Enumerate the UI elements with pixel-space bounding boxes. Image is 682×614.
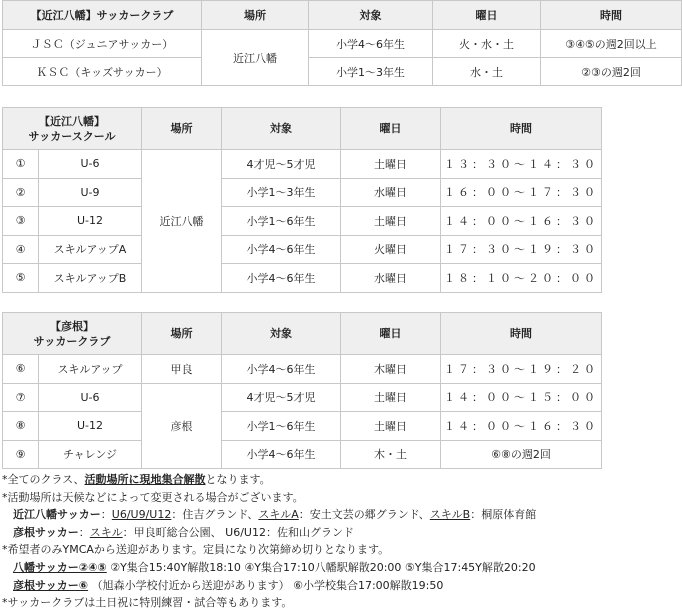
header-target: 対象 bbox=[309, 1, 433, 30]
class-time: １６：００〜１７：３０ bbox=[441, 178, 602, 207]
note-line bbox=[2, 524, 602, 542]
table-row bbox=[3, 440, 602, 469]
class-name: U-6 bbox=[39, 150, 142, 179]
note-line bbox=[2, 577, 602, 595]
class-time: １８：１０〜２０：００ bbox=[441, 264, 602, 293]
note-line bbox=[2, 506, 602, 524]
header-target: 対象 bbox=[222, 108, 341, 150]
notes bbox=[2, 471, 602, 612]
class-target: 4才児〜5才児 bbox=[222, 383, 341, 412]
note-line bbox=[2, 471, 602, 489]
class-name: U-6 bbox=[39, 383, 142, 412]
class-time: １４：００〜１６：３０ bbox=[441, 207, 602, 236]
row-number: ① bbox=[3, 150, 39, 179]
note-text: ：桐原体育館 bbox=[470, 508, 537, 522]
note-text: ②Y集合15:40Y解散18:10 ④Y集合17:10八幡駅解散20:00 ⑤Y集合17:45Y解散20:20 bbox=[106, 560, 536, 574]
club-time: ③④⑤の週2回以上 bbox=[541, 30, 682, 58]
header-school-line2: サッカースクール bbox=[28, 129, 116, 143]
class-day: 水曜日 bbox=[341, 264, 441, 293]
class-day: 火曜日 bbox=[341, 235, 441, 264]
header-day: 曜日 bbox=[341, 313, 441, 355]
note-underline: スキルA bbox=[258, 508, 299, 522]
hikone-table-header bbox=[3, 313, 602, 355]
header-hikone-line2: サッカークラブ bbox=[33, 334, 111, 348]
header-day: 曜日 bbox=[433, 1, 541, 30]
row-number: ② bbox=[3, 178, 39, 207]
header-place: 場所 bbox=[202, 1, 309, 30]
table-row bbox=[3, 264, 602, 293]
row-number: ⑤ bbox=[3, 264, 39, 293]
hikone-table bbox=[2, 312, 602, 469]
table-row bbox=[3, 207, 602, 236]
note-line: *希望者のみYMCAから送迎があります。定員になり次第締め切りとなります。 bbox=[2, 543, 390, 557]
class-day: 木・土 bbox=[341, 440, 441, 469]
class-day: 木曜日 bbox=[341, 355, 441, 384]
header-place: 場所 bbox=[142, 313, 222, 355]
note-text: *全てのクラス、 bbox=[2, 473, 85, 486]
club-day: 水・土 bbox=[433, 58, 541, 86]
note-label: 八幡サッカー②④⑤ bbox=[13, 560, 107, 574]
club-target: 小学1〜3年生 bbox=[309, 58, 433, 86]
note-emphasis: 活動場所に現地集合解散 bbox=[84, 473, 206, 486]
row-number: ③ bbox=[3, 207, 39, 236]
header-day: 曜日 bbox=[341, 108, 441, 150]
class-target: 小学4〜6年生 bbox=[222, 440, 341, 469]
class-time: １７：３０〜１９：２０ bbox=[441, 355, 602, 384]
row-number: ⑨ bbox=[3, 440, 39, 469]
note-label: 近江八幡サッカー bbox=[13, 508, 101, 522]
row-number: ⑥ bbox=[3, 355, 39, 384]
note-text: ： bbox=[100, 508, 112, 522]
class-day: 土曜日 bbox=[341, 150, 441, 179]
table-row bbox=[3, 383, 602, 412]
header-hikone-line1: 【彦根】 bbox=[50, 319, 94, 333]
note-text: ：住吉グランド、 bbox=[171, 508, 259, 522]
note-line: *活動場所は天候などによって変更される場合がございます。 bbox=[2, 490, 304, 504]
class-name: U-12 bbox=[39, 207, 142, 236]
class-target: 小学1〜6年生 bbox=[222, 207, 341, 236]
class-target: 小学1〜3年生 bbox=[222, 178, 341, 207]
note-line: *サッカークラブは土日祝に特別練習・試合等もあります。 bbox=[2, 596, 293, 610]
note-underline: スキル bbox=[89, 525, 123, 539]
note-text: ： bbox=[78, 525, 90, 539]
class-target: 小学4〜6年生 bbox=[222, 355, 341, 384]
note-text: ：安土文芸の郷グランド、 bbox=[298, 508, 430, 522]
header-place: 場所 bbox=[142, 108, 222, 150]
school-place: 近江八幡 bbox=[142, 150, 222, 293]
header-target: 対象 bbox=[222, 313, 341, 355]
class-target: 4才児〜5才児 bbox=[222, 150, 341, 179]
note-text: （旭森小学校付近から送迎があります） ⑥小学校集合17:00解散19:50 bbox=[88, 578, 444, 592]
class-place: 甲良 bbox=[142, 355, 222, 384]
note-underline: U6/U9/U12 bbox=[111, 508, 172, 522]
note-label: 彦根サッカー bbox=[13, 525, 79, 539]
club-time: ②③の週2回 bbox=[541, 58, 682, 86]
table-row bbox=[3, 178, 602, 207]
class-name: スキルアップ bbox=[39, 355, 142, 384]
club-table-header bbox=[3, 1, 682, 30]
class-day: 土曜日 bbox=[341, 207, 441, 236]
class-name: U-12 bbox=[39, 412, 142, 441]
class-name: チャレンジ bbox=[39, 440, 142, 469]
note-text: ：甲良町総合公園、 U6/U12：佐和山グランド bbox=[122, 525, 354, 539]
header-school-line1: 【近江八幡】 bbox=[39, 114, 105, 128]
club-target: 小学4〜6年生 bbox=[309, 30, 433, 58]
table-row bbox=[3, 150, 602, 179]
header-time: 時間 bbox=[441, 313, 602, 355]
table-row bbox=[3, 58, 682, 86]
note-text: となります。 bbox=[205, 473, 271, 486]
row-number: ⑦ bbox=[3, 383, 39, 412]
table-row bbox=[3, 412, 602, 441]
club-place: 近江八幡 bbox=[202, 30, 309, 86]
class-time: １３：３０〜１４：３０ bbox=[441, 150, 602, 179]
hikone-place: 彦根 bbox=[142, 383, 222, 469]
note-line bbox=[2, 559, 602, 577]
row-number: ④ bbox=[3, 235, 39, 264]
header-club: 【近江八幡】サッカークラブ bbox=[3, 1, 202, 30]
class-target: 小学4〜6年生 bbox=[222, 264, 341, 293]
header-time: 時間 bbox=[541, 1, 682, 30]
club-name: ＫＳＣ（キッズサッカー） bbox=[3, 58, 202, 86]
class-name: スキルアップA bbox=[39, 235, 142, 264]
school-table bbox=[2, 107, 602, 293]
class-time: １４：００〜１５：００ bbox=[441, 383, 602, 412]
header-school bbox=[3, 108, 142, 150]
note-underline: スキルB bbox=[429, 508, 471, 522]
table-row bbox=[3, 30, 682, 58]
class-time: ⑥⑧の週2回 bbox=[441, 440, 602, 469]
class-name: スキルアップB bbox=[39, 264, 142, 293]
table-row bbox=[3, 235, 602, 264]
club-table bbox=[2, 0, 682, 86]
table-row bbox=[3, 355, 602, 384]
class-target: 小学1〜6年生 bbox=[222, 412, 341, 441]
note-label: 彦根サッカー⑥ bbox=[13, 578, 89, 592]
class-day: 水曜日 bbox=[341, 178, 441, 207]
class-time: １７：３０〜１９：３０ bbox=[441, 235, 602, 264]
class-time: １４：００〜１６：３０ bbox=[441, 412, 602, 441]
header-hikone bbox=[3, 313, 142, 355]
school-table-header bbox=[3, 108, 602, 150]
class-day: 土曜日 bbox=[341, 412, 441, 441]
class-target: 小学4〜6年生 bbox=[222, 235, 341, 264]
row-number: ⑧ bbox=[3, 412, 39, 441]
club-day: 火・水・土 bbox=[433, 30, 541, 58]
class-name: U-9 bbox=[39, 178, 142, 207]
class-day: 土曜日 bbox=[341, 383, 441, 412]
header-time: 時間 bbox=[441, 108, 602, 150]
club-name: ＪＳＣ（ジュニアサッカー） bbox=[3, 30, 202, 58]
